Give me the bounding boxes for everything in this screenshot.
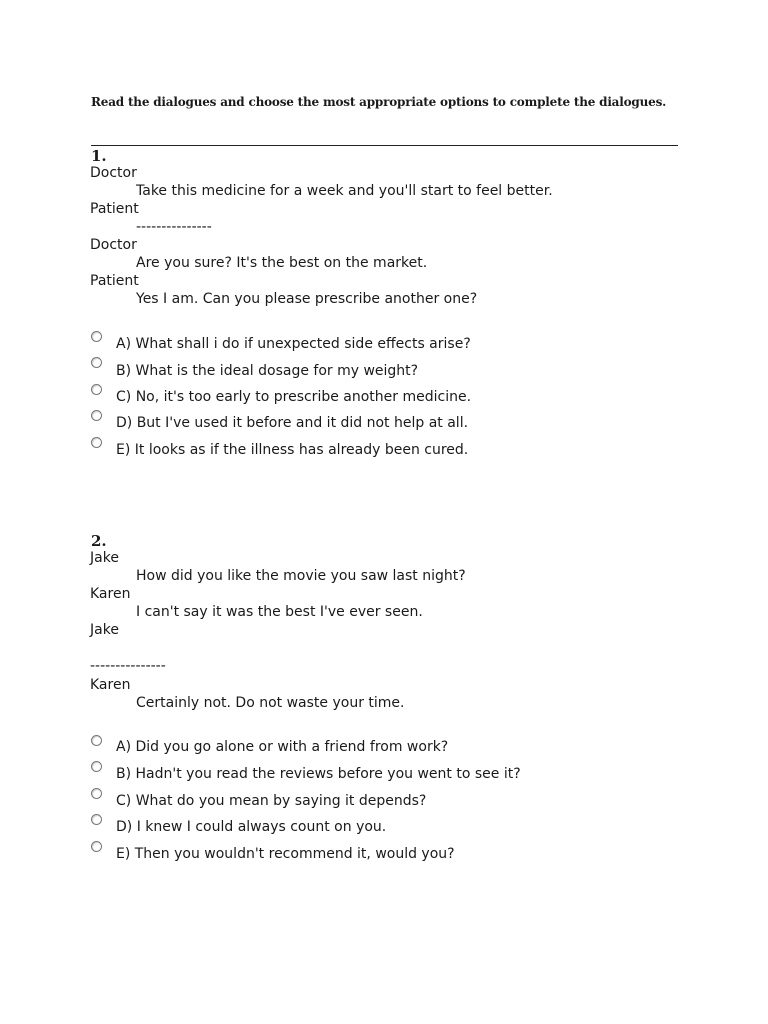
option-d-label[interactable]: D) I knew I could always count on you. <box>116 819 387 835</box>
divider <box>91 145 678 146</box>
option-a-radio[interactable] <box>91 735 102 746</box>
option-e-radio[interactable] <box>91 841 102 852</box>
option-c-label[interactable]: C) What do you mean by saying it depends? <box>116 793 427 809</box>
speaker-label: Patient <box>90 201 139 217</box>
option-a-label[interactable]: A) What shall i do if unexpected side effects arise? <box>116 336 471 352</box>
dialogue-line: How did you like the movie you saw last night? <box>136 568 466 584</box>
speaker-label: Jake <box>90 550 119 566</box>
option-c-radio[interactable] <box>91 788 102 799</box>
option-d-label[interactable]: D) But I've used it before and it did not help at all. <box>116 415 469 431</box>
blank-line: --------------- <box>90 658 166 674</box>
option-b-radio[interactable] <box>91 357 102 368</box>
dialogue-line: Yes I am. Can you please prescribe another one? <box>136 291 478 307</box>
question-number: 1. <box>91 147 107 165</box>
speaker-label: Patient <box>90 273 139 289</box>
option-d-radio[interactable] <box>91 410 102 421</box>
question-number: 2. <box>91 532 107 550</box>
option-c-radio[interactable] <box>91 384 102 395</box>
speaker-label: Jake <box>90 622 119 638</box>
option-c-label[interactable]: C) No, it's too early to prescribe another medicine. <box>116 389 472 405</box>
option-e-radio[interactable] <box>91 437 102 448</box>
dialogue-line: Certainly not. Do not waste your time. <box>136 695 405 711</box>
option-b-label[interactable]: B) Hadn't you read the reviews before you went to see it? <box>116 766 521 782</box>
option-a-label[interactable]: A) Did you go alone or with a friend from work? <box>116 739 449 755</box>
speaker-label: Karen <box>90 586 131 602</box>
speaker-label: Karen <box>90 677 131 693</box>
instructions: Read the dialogues and choose the most appropriate options to complete the dialogues. <box>91 95 667 109</box>
speaker-label: Doctor <box>90 165 137 181</box>
option-b-label[interactable]: B) What is the ideal dosage for my weight? <box>116 363 419 379</box>
option-d-radio[interactable] <box>91 814 102 825</box>
dialogue-line: Take this medicine for a week and you'll start to feel better. <box>136 183 553 199</box>
blank-line: --------------- <box>136 219 212 235</box>
option-e-label[interactable]: E) It looks as if the illness has already been cured. <box>116 442 469 458</box>
speaker-label: Doctor <box>90 237 137 253</box>
option-b-radio[interactable] <box>91 761 102 772</box>
option-e-label[interactable]: E) Then you wouldn't recommend it, would you? <box>116 846 455 862</box>
option-a-radio[interactable] <box>91 331 102 342</box>
dialogue-line: I can't say it was the best I've ever seen. <box>136 604 423 620</box>
dialogue-line: Are you sure? It's the best on the market. <box>136 255 428 271</box>
